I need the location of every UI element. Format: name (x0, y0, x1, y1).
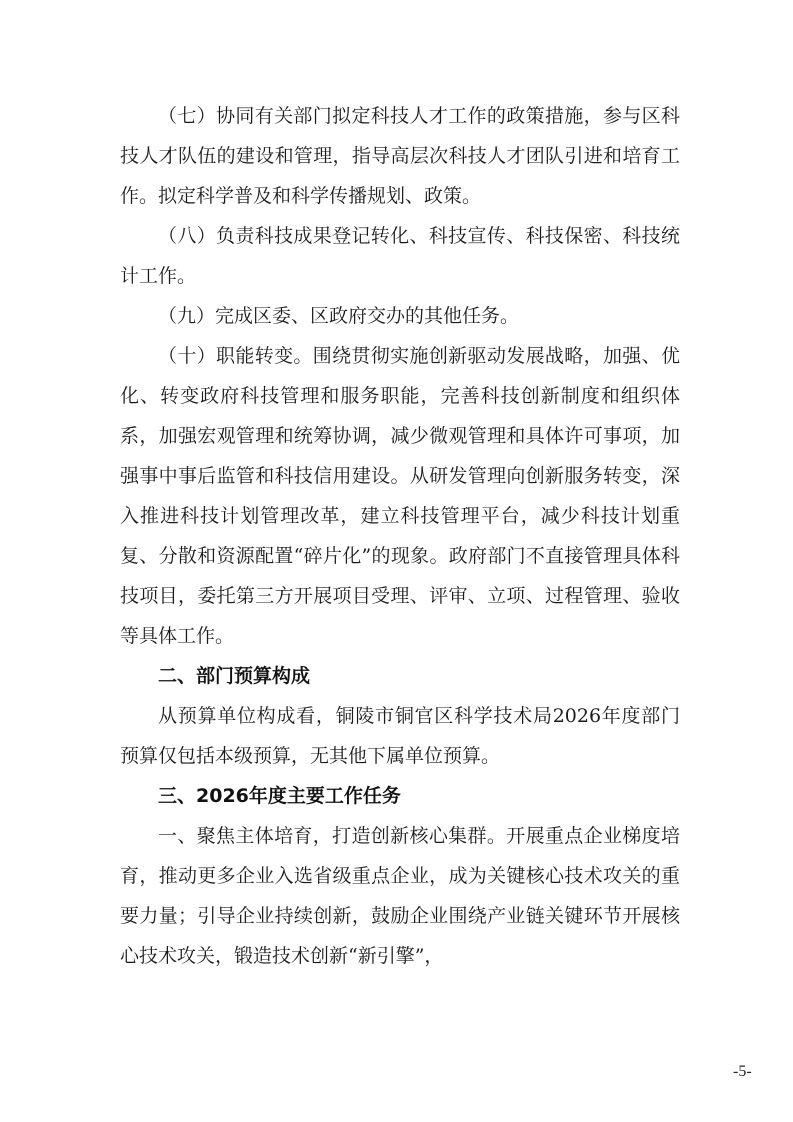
paragraph-budget-composition: 从预算单位构成看，铜陵市铜官区科学技术局2026年度部门预算仅包括本级预算，无其他下属单位预算。 (120, 705, 680, 767)
section-heading-main-tasks: 三、2026年度主要工作任务 (158, 785, 401, 807)
section-heading-budget-composition: 二、部门预算构成 (158, 665, 311, 687)
paragraph-task-1: 一、聚焦主体培育，打造创新核心集群。开展重点企业梯度培育，推动更多企业入选省级重点企业，成为关键核心技术攻关的重要力量；引导企业持续创新，鼓励企业围绕产业链关键环节开展核心技术攻关，锻造技术创新“新引擎”， (120, 825, 680, 967)
document-body (120, 96, 680, 976)
paragraph-duty-8: （八）负责科技成果登记转化、科技宣传、科技保密、科技统计工作。 (120, 225, 680, 287)
paragraph-duty-9: （九）完成区委、区政府交办的其他任务。 (158, 305, 520, 327)
paragraph-duty-7: （七）协同有关部门拟定科技人才工作的政策措施，参与区科技人才队伍的建设和管理，指导高层次科技人才团队引进和培育工作。拟定科学普及和科学传播规划、政策。 (120, 105, 680, 207)
page-number: -5- (733, 1063, 752, 1080)
paragraph-duty-10: （十）职能转变。围绕贯彻实施创新驱动发展战略，加强、优化、转变政府科技管理和服务职能，完善科技创新制度和组织体系，加强宏观管理和统筹协调，减少微观管理和具体许可事项，加强事中事后监管和科技信用建设。从研发管理向创新服务转变，深入推进科技计划管理改革，建立科技管理平台，减少科技计划重复、分散和资源配置“碎片化”的现象。政府部门不直接管理具体科技项目，委托第三方开展项目受理、评审、立项、过程管理、验收等具体工作。 (120, 345, 680, 647)
